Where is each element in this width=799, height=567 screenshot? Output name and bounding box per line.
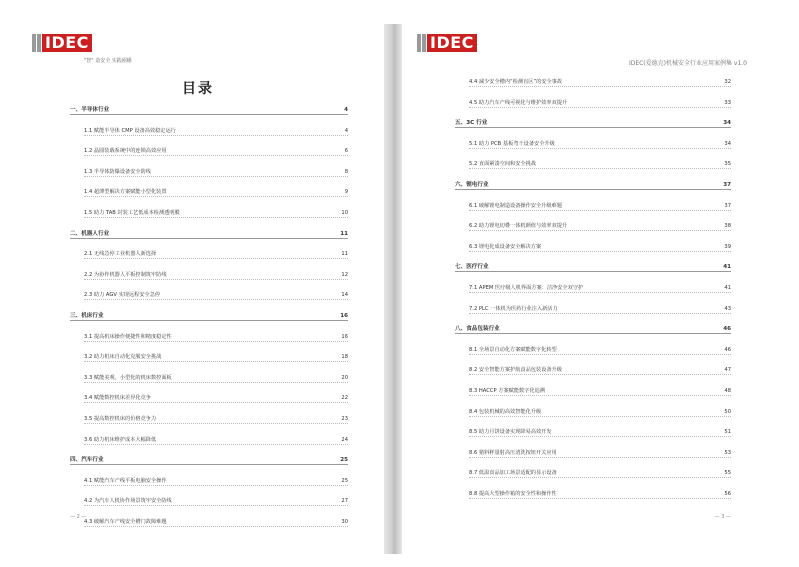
toc-entry-page: 41 [724, 285, 731, 291]
toc-section-heading[interactable] [455, 325, 731, 334]
toc-entry[interactable] [70, 415, 348, 424]
toc-section-heading[interactable] [70, 312, 348, 321]
toc-entry-title: 3.3 赋能美观、小型化的机床数控面板 [84, 374, 172, 381]
toc-entry-title: 6.2 助力锂电切叠一体机颜值与效率双提升 [469, 223, 568, 230]
toc-entry-title: 4.2 为汽车人机协作场景筑牢安全防线 [84, 498, 172, 505]
toc-entry[interactable] [70, 374, 348, 383]
toc-entry-title: 8.2 安全智能方案护航食品包装设备升级 [469, 367, 562, 374]
toc-entry[interactable] [455, 78, 731, 87]
toc-page-left [22, 28, 374, 544]
toc-entry-page: 46 [723, 326, 731, 333]
toc-entry-page: 11 [341, 251, 348, 258]
toc-entry-title: 五、3C 行业 [455, 120, 488, 127]
toc-entry[interactable] [70, 353, 348, 362]
toc-entry-page: 32 [724, 79, 731, 85]
toc-entry-page: 50 [724, 408, 731, 415]
toc-entry-page: 47 [724, 367, 731, 374]
toc-entry-title: 二、机器人行业 [70, 230, 110, 237]
toc-entry-page: 16 [341, 333, 348, 340]
toc-entry-title: 1.4 超薄型解决方案赋能小型化装置 [84, 189, 167, 196]
toc-entry-page: 22 [341, 395, 348, 402]
idec-logo [417, 34, 477, 52]
logo-bar [37, 34, 41, 52]
toc-section-heading[interactable] [455, 181, 731, 190]
toc-entry-page: 4 [344, 127, 348, 134]
toc-entry-title: 2.1 无线急停工业机器人新选择 [84, 251, 157, 258]
toc-entry-title: 5.2 直面紧凑空间和安全挑战 [469, 161, 536, 168]
toc-entry-page: 39 [724, 243, 731, 250]
toc-entry-page: 12 [341, 271, 348, 278]
toc-entry-title: 3.4 赋能数控机床差异化竞争 [84, 395, 151, 402]
toc-entry[interactable] [455, 408, 731, 417]
toc-entry[interactable] [455, 469, 731, 478]
toc-entry[interactable] [455, 490, 731, 499]
toc-entry-page: 34 [724, 140, 731, 147]
toc-entry-title: 3.5 提高数控机床的价格竞争力 [84, 416, 157, 422]
toc-entry[interactable] [455, 284, 731, 293]
toc-entry[interactable] [70, 147, 348, 156]
logo-text: IDEC [42, 34, 92, 52]
toc-entry[interactable] [70, 518, 348, 527]
slogan: "智" 造安全 实践圈播 [84, 58, 132, 64]
toc-entry-page: 30 [341, 519, 348, 525]
toc-entry-title: 3.6 助力机床维护成本大幅降低 [84, 436, 157, 443]
toc-entry[interactable] [455, 449, 731, 458]
toc-entry-title: 三、机床行业 [70, 313, 104, 319]
toc-section-heading[interactable] [70, 106, 348, 115]
toc-entry-title: 2.3 助力 AGV 实现远程安全急停 [84, 292, 161, 299]
toc-entry-title: 4.3 破解汽车产线安全槽门故障难题 [84, 519, 167, 525]
toc-entry-page: 56 [724, 491, 731, 497]
toc-entry-title: 7.2 PLC 一体机为医药行业注入新活力 [469, 305, 558, 312]
toc-entry[interactable] [70, 436, 348, 445]
toc-entry-page: 9 [344, 189, 348, 196]
toc-entry-page: 38 [724, 223, 731, 230]
toc-entry-page: 46 [724, 346, 731, 353]
toc-entry[interactable] [455, 222, 731, 231]
toc-entry-title: 1.1 赋能半导体 CMP 设备高效稳定运行 [84, 127, 176, 134]
toc-entry-title: 2.2 为协作机器人平板控制筑牢防线 [84, 271, 167, 278]
toc-entry-page: 43 [724, 305, 731, 312]
toc-entry-page: 55 [724, 470, 731, 477]
logo-bar [417, 34, 421, 52]
toc-entry-title: 8.1 全场景自动化方案赋能数字化转型 [469, 346, 557, 353]
toc-entry[interactable] [455, 366, 731, 375]
toc-entry-title: 1.3 半导体防爆设备安全防线 [84, 168, 151, 175]
toc-entry-page: 48 [724, 388, 731, 394]
toc-entry-page: 18 [341, 354, 348, 361]
toc-entry[interactable] [455, 387, 731, 396]
toc-entry-title: 8.7 低温食品加工场景适配的显示设备 [469, 470, 557, 477]
toc-entry-page: 25 [341, 477, 348, 484]
toc-entry[interactable] [70, 477, 348, 486]
toc-entry-page: 6 [344, 148, 348, 155]
toc-entry-title: 4.4 减少安全槽内“检测盲区”的安全事故 [469, 79, 563, 85]
toc-entry[interactable] [455, 160, 731, 169]
idec-logo [32, 34, 92, 52]
toc-entry-title: 四、汽车行业 [70, 457, 104, 464]
toc-entry[interactable] [455, 346, 731, 355]
toc-entry[interactable] [455, 243, 731, 252]
toc-entry-page: 10 [341, 210, 348, 216]
toc-entry-title: 8.8 提高大型操作箱的安全性和操作性 [469, 491, 557, 497]
toc-entry[interactable] [70, 497, 348, 506]
toc-entry[interactable] [70, 127, 348, 136]
toc-entry[interactable] [455, 305, 731, 314]
toc-entry-page: 51 [724, 429, 731, 436]
toc-section-heading[interactable] [70, 230, 348, 239]
toc-page-right [407, 28, 757, 544]
toc-entry[interactable] [455, 428, 731, 437]
toc-entry-title: 3.1 提高机床操作便捷性和精度稳定性 [84, 333, 172, 340]
page-gutter [384, 24, 402, 554]
page-number-footer: — 2 — [70, 514, 87, 520]
toc-entry[interactable] [70, 333, 348, 342]
toc-entry-page: 24 [341, 436, 348, 443]
toc-entry[interactable] [455, 99, 731, 108]
toc-entry-page: 35 [724, 161, 731, 168]
toc-entry-title: 4.1 赋能汽车产线平板电脑安全操作 [84, 477, 167, 484]
toc-title: 目录 [182, 81, 214, 97]
toc-entry-title: 八、食品包装行业 [455, 326, 500, 333]
toc-entry-page: 53 [724, 449, 731, 456]
toc-entry[interactable] [70, 188, 348, 197]
toc-section-heading[interactable] [455, 119, 731, 128]
logo-text: IDEC [427, 34, 477, 52]
toc-section-heading[interactable] [70, 456, 348, 465]
toc-entry[interactable] [70, 271, 348, 280]
toc-entry-title: 5.1 助力 PCB 基板弯干设备安全升级 [469, 140, 555, 147]
toc-entry-page: 34 [723, 120, 731, 127]
toc-entry[interactable] [70, 250, 348, 259]
toc-section-heading[interactable] [455, 263, 731, 272]
toc-entry-title: 7.1 APEM 医疗级人机界面方案：洁净安全双守护 [469, 285, 584, 291]
toc-entry[interactable] [70, 209, 348, 218]
toc-entry-title: 3.2 助力机床自动化克服安全挑战 [84, 354, 162, 361]
page-number-footer: — 3 — [714, 514, 731, 520]
toc-entry-page: 37 [723, 182, 731, 188]
toc-entry-page: 27 [341, 498, 348, 505]
document-header: IDEC(爱德克)机械安全行业应用案例集 v1.0 [628, 60, 747, 67]
toc-entry-title: 8.3 HACCP 方案赋能数字化追溯 [469, 388, 545, 394]
toc-entry-title: 8.6 猪料秤量射高压清洗按钮开关应用 [469, 449, 557, 456]
toc-entry[interactable] [70, 291, 348, 300]
toc-entry-page: 41 [723, 264, 731, 271]
toc-entry-page: 23 [341, 416, 348, 422]
logo-bar [32, 34, 36, 52]
toc-entry-title: 1.2 晶圆装载系统中的连锁高效应用 [84, 148, 167, 155]
toc-entry-title: 七、医疗行业 [455, 264, 489, 271]
toc-entry-page: 4 [344, 107, 348, 113]
toc-entry[interactable] [455, 140, 731, 149]
logo-bar [422, 34, 426, 52]
toc-entry-page: 14 [341, 292, 348, 299]
toc-entry-page: 16 [340, 313, 348, 319]
toc-entry[interactable] [70, 168, 348, 177]
toc-entry[interactable] [455, 202, 731, 211]
toc-entry-title: 1.5 助力 TAB 封装工艺低成本检测透明膜 [84, 210, 180, 216]
toc-entry-page: 20 [341, 374, 348, 381]
toc-entry-page: 11 [340, 230, 348, 237]
toc-entry-title: 一、半导体行业 [70, 107, 110, 113]
toc-entry[interactable] [70, 394, 348, 403]
toc-entry-page: 8 [344, 168, 348, 175]
toc-entry-title: 8.4 包装机械的高效智能化升级 [469, 408, 542, 415]
toc-entry-title: 6.3 锂电化成设备安全解决方案 [469, 243, 542, 250]
toc-entry-page: 33 [724, 99, 731, 106]
toc-entry-page: 25 [340, 457, 348, 464]
toc-entry-title: 六、锂电行业 [455, 182, 489, 188]
toc-entry-title: 6.1 破解锂电制造设备操作安全升级难题 [469, 202, 562, 209]
toc-entry-page: 37 [724, 202, 731, 209]
toc-entry-title: 8.5 助力月饼设备实现降易高效开发 [469, 429, 552, 436]
toc-entry-title: 4.5 助力汽车产线可视化与维护效率双提升 [469, 99, 568, 106]
